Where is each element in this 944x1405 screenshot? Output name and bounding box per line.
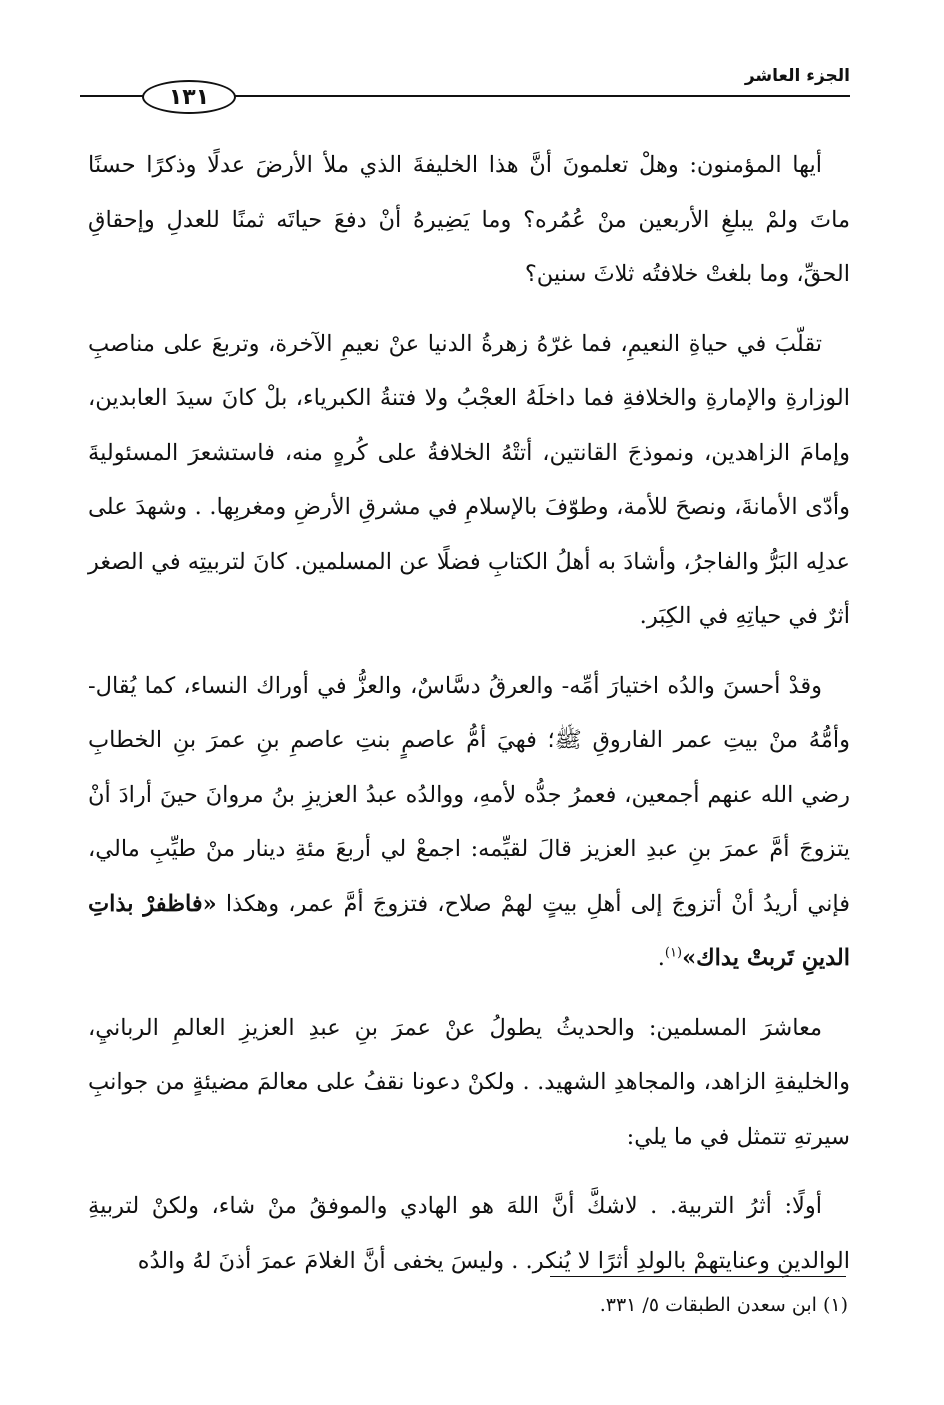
paragraph-3-end: . [657, 945, 665, 971]
paragraph-3-text: وقدْ أحسنَ والدُه اختيارَ أمِّه- والعرقُ دسَّاسٌ، والعزُّ في أوراك النساء، كما يُقال- وأمُّهُ منْ بيتِ عمر الفاروقِ ﷺ؛ فهيَ أمُّ عاصمٍ بنتِ عاصمِ بنِ عمرَ بنِ الخطابِ رضي الله عنهم أجمعين، فعمرُ جدُّه لأمهِ، ووالدُه عبدُ العزيزِ بنُ مروانَ حينَ أرادَ أنْ يتزوجَ أمَّ عمرَ بنِ عبدِ العزيز قالَ لقيِّمه: اجمعْ لي أربعَ مئةِ دينار منْ طيِّبِ مالي، فإني أريدُ أنْ أتزوجَ إلى أهلِ بيتٍ لهمْ صلاح، فتزوجَ أمَّ عمر، وهكذا [88, 672, 850, 917]
footnote: (١) ابن سعدن الطبقات ٥/ ٣٣١. [599, 1294, 848, 1316]
paragraph-2: تقلّبَ في حياةِ النعيمِ، فما غرّهُ زهرةُ الدنيا عنْ نعيمِ الآخرة، وتربعَ على مناصبِ الوزارةِ والإمارةِ والخلافةِ فما داخلَهُ العجْبُ ولا فتنةُ الكبرياء، بلْ كانَ سيدَ العابدين، وإمامَ الزاهدين، ونموذجَ القانتين، أتتْهُ الخلافةُ على كُرهٍ منه، فاستشعرَ المسئوليةَ وأدّى الأمانةَ، ونصحَ للأمة، وطوّفَ بالإسلامِ في مشرقِ الأرضِ ومغربِها. . وشهدَ على عدلِه البَرُّ والفاجرُ، وأشادَ به أهلُ الكتابِ فضلًا عن المسلمين. كانَ لتربيتِه في الصغر أثرٌ في حياتِهِ في الكِبَر. [88, 330, 850, 629]
paragraph-1: أيها المؤمنون: وهلْ تعلمونَ أنَّ هذا الخليفةَ الذي ملأ الأرضَ عدلًا وذكرًا حسنًا ماتَ ولمْ يبلغِ الأربعين منْ عُمُره؟ وما يَضِيرهُ أنْ دفعَ حياتَه ثمنًا للعدلِ وإحقاقِ الحقِّ، وما بلغتْ خلافتُه ثلاثَ سنين؟ [88, 152, 850, 287]
paragraph-4: معاشرَ المسلمين: والحديثُ يطولُ عنْ عمرَ بنِ عبدِ العزيزِ العالمِ الربانيِ، والخليفةِ الزاهد، والمجاهدِ الشهيد. . ولكنْ دعونا نقفُ على معالمَ مضيئةٍ من جوانبِ سيرتهِ تتمثل في ما يلي: [88, 1014, 850, 1150]
paragraph-5: أولًا: أثرُ التربية. . لاشكَّ أنَّ اللهَ هو الهادي والموفقُ منْ شاء، ولكنْ لتربيةِ الوالدينِ وعنايتهمْ بالولدِ أثرًا لا يُنكر. . وليسَ يخفى أنَّ الغلامَ عمرَ أذنَ لهُ والدُه [88, 1193, 850, 1274]
page-number: ١٣١ [142, 80, 236, 114]
footnote-separator [550, 1276, 846, 1277]
page-header [80, 60, 850, 110]
paragraph-3 [88, 659, 850, 986]
hadith-quote: «فاظفرْ بذاتِ الدينِ تَربتْ يداك» [88, 890, 850, 971]
main-text [88, 138, 850, 1303]
running-title: الجزء العاشر [744, 66, 850, 86]
footnote-reference: (١) [664, 945, 683, 961]
